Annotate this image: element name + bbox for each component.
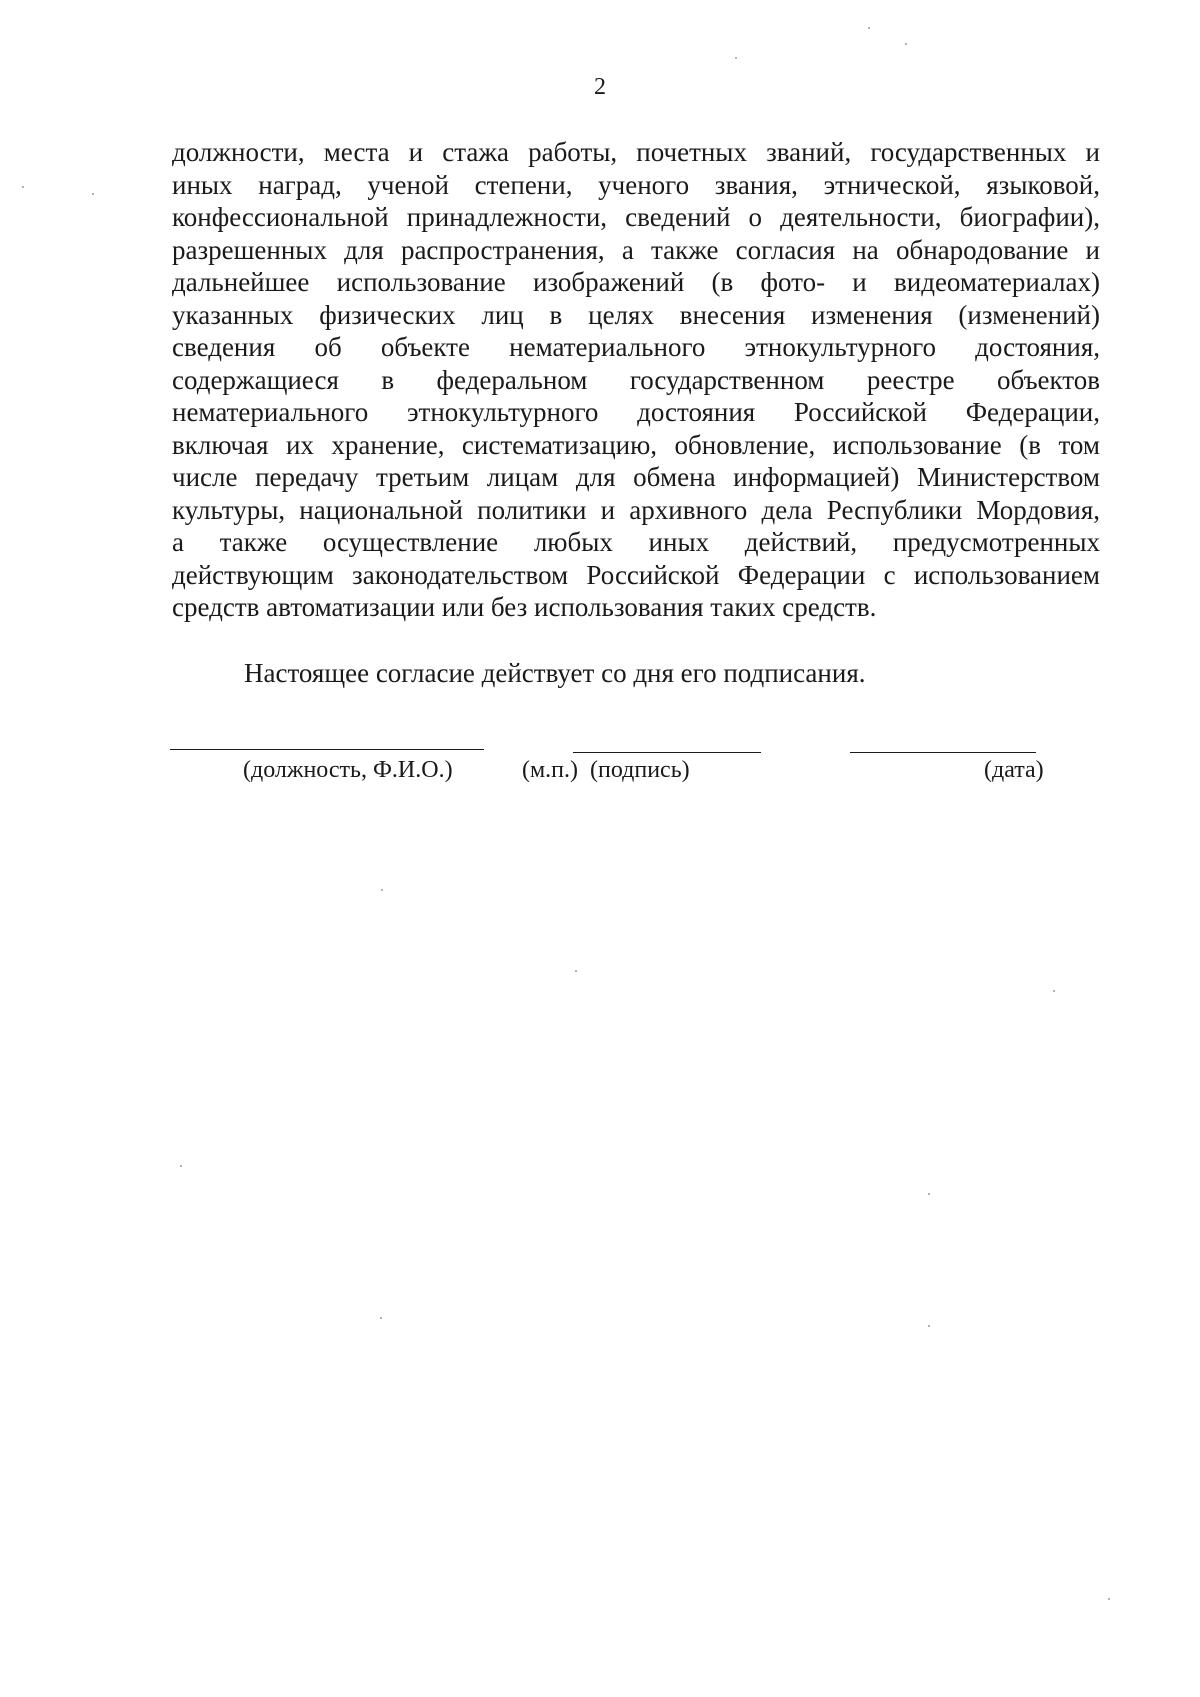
scan-speck [1108,1598,1110,1600]
paragraph-line: средств автоматизации или без использования таких средств. [172,592,877,622]
paragraph-line: дальнейшее использование изображений (в фото- и видеоматериалах) [172,267,1100,297]
position-name-signature-line [170,749,484,750]
closing-statement: Настоящее согласие действует со дня его подписания. [244,658,866,688]
paragraph-line: конфессиональной принадлежности, сведений о деятельности, биографии), [172,202,1100,232]
paragraph-line: культуры, национальной политики и архивного дела Республики Мордовия, [172,494,1100,525]
scan-speck [381,889,383,891]
date-line [850,752,1036,753]
signature-caption: (подпись) [590,757,690,783]
date-caption: (дата) [984,757,1044,783]
scan-speck [868,27,870,29]
paragraph-line: включая их хранение, систематизацию, обновление, использование (в том [172,429,1100,460]
paragraph-line: нематериального этнокультурного достояния Российской Федерации, [172,397,1100,427]
scan-speck [905,43,907,45]
position-name-caption: (должность, Ф.И.О.) [243,757,453,783]
scan-speck [928,1193,930,1195]
scan-speck [180,1165,182,1167]
paragraph-line: сведения об объекте нематериального этнокультурного достояния, [172,332,1100,362]
paragraph-line: а также осуществление любых иных действий, предусмотренных [172,527,1100,557]
page-number: 2 [594,74,606,100]
paragraph-line: действующим законодательством Российской Федерации с использованием [172,559,1100,590]
scan-speck [928,1325,930,1327]
signature-line [573,752,761,753]
scan-speck [1053,990,1055,992]
scan-speck [575,970,577,972]
scan-speck [380,1317,382,1319]
stamp-caption: (м.п.) [522,757,579,783]
paragraph-line: разрешенных для распространения, а также согласия на обнародование и [172,234,1100,265]
consent-paragraph [172,136,1100,624]
scan-speck [22,186,24,188]
paragraph-line: иных наград, ученой степени, ученого звания, этнической, языковой, [172,169,1100,200]
scan-speck [92,193,94,195]
scan-speck [735,57,737,59]
paragraph-line: содержащиеся в федеральном государственном реестре объектов [172,364,1100,395]
paragraph-line: числе передачу третьим лицам для обмена информацией) Министерством [172,462,1100,492]
paragraph-line: указанных физических лиц в целях внесения изменения (изменений) [172,299,1100,330]
paragraph-line: должности, места и стажа работы, почетных званий, государственных и [172,137,1100,167]
